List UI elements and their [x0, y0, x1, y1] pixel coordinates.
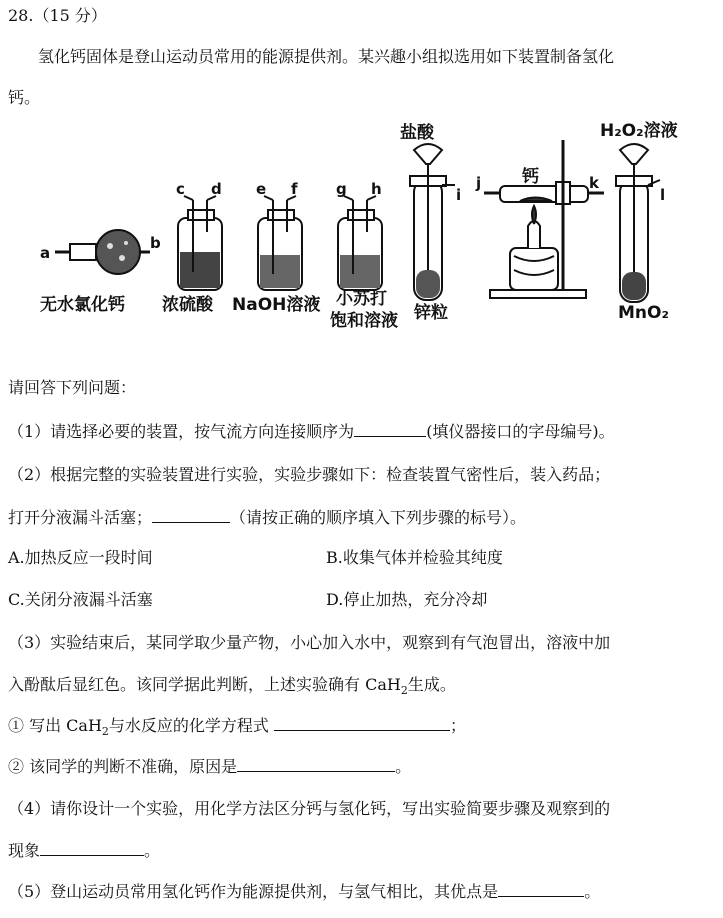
q2-line2	[8, 508, 526, 528]
q3-sub2-text: ② 该同学的判断不准确，原因是	[8, 757, 238, 776]
port-k: k	[589, 174, 599, 192]
port-b: b	[150, 234, 161, 252]
label-calcium: 钙	[522, 167, 539, 187]
q5-text: （5）登山运动员常用氢化钙作为能源提供剂，与氢气相比，其优点是	[8, 882, 499, 901]
q1-answer-blank[interactable]	[354, 422, 426, 437]
q1-text: （1）请选择必要的装置，按气流方向连接顺序为	[8, 422, 355, 441]
q3-sub1-text: ① 写出 CaH	[8, 716, 102, 735]
q3-sub2	[8, 757, 411, 777]
q5-answer-blank[interactable]	[498, 882, 584, 897]
q3-reason-blank[interactable]	[237, 757, 395, 772]
label-drying-tube: 无水氯化钙	[40, 295, 125, 315]
intro-line-2: 钙。	[8, 88, 41, 107]
q3-equation-blank[interactable]	[274, 716, 450, 731]
port-l: l	[660, 186, 666, 204]
q2-option-b: B.收集气体并检验其纯度	[326, 548, 503, 567]
q5-end: 。	[584, 882, 601, 901]
label-bottle3-line1: 小苏打	[336, 289, 387, 309]
q2-text: 打开分液漏斗活塞；	[8, 508, 153, 527]
drying-tube	[55, 230, 150, 274]
port-i: i	[456, 186, 462, 204]
q3-line2	[8, 675, 456, 698]
q4-end: 。	[144, 841, 161, 860]
question-points: （15 分）	[33, 6, 107, 25]
q3-subscript: 2	[400, 684, 408, 698]
port-c: c	[176, 180, 185, 198]
apparatus-figure	[0, 0, 723, 340]
q2-option-d: D.停止加热，充分冷却	[326, 590, 488, 609]
wash-bottle-2	[258, 196, 302, 290]
q3-sub2-end: 。	[395, 757, 412, 776]
q3-line1: （3）实验结束后，某同学取少量产物，小心加入水中，观察到有气泡冒出，溶液中加	[8, 633, 611, 652]
label-hcl: 盐酸	[400, 123, 434, 143]
q3-sub1-end: ；	[450, 716, 467, 735]
q2-answer-blank[interactable]	[152, 508, 230, 523]
q1	[8, 422, 615, 442]
q4-answer-blank[interactable]	[40, 841, 144, 856]
q2-option-a: A.加热反应一段时间	[8, 548, 153, 567]
label-mno2: MnO₂	[618, 303, 669, 323]
label-bottle3-line2: 饱和溶液	[330, 311, 398, 331]
label-bottle2: NaOH溶液	[232, 295, 321, 315]
port-g: g	[336, 180, 347, 198]
zinc-generator-tube	[410, 144, 455, 300]
wash-bottle-3	[338, 196, 382, 290]
label-zinc: 锌粒	[414, 303, 448, 323]
label-bottle1: 浓硫酸	[162, 295, 213, 315]
wash-bottle-1	[178, 196, 222, 290]
q3-text-after: 生成。	[407, 675, 456, 694]
q3-sub1-subscript: 2	[101, 725, 109, 739]
port-h: h	[371, 180, 382, 198]
port-j: j	[476, 174, 482, 192]
port-e: e	[256, 180, 267, 198]
label-h2o2: H₂O₂溶液	[600, 121, 678, 141]
q2-option-c: C.关闭分液漏斗活塞	[8, 590, 153, 609]
q1-text-after: (填仪器接口的字母编号)。	[426, 422, 615, 441]
port-f: f	[291, 180, 298, 198]
port-d: d	[211, 180, 222, 198]
q5	[8, 882, 600, 902]
q4-line1: （4）请你设计一个实验，用化学方法区分钙与氢化钙，写出实验简要步骤及观察到的	[8, 799, 611, 818]
q2-text-after: （请按正确的顺序填入下列步骤的标号）。	[230, 508, 527, 527]
q3-text: 入酚酞后显红色。该同学据此判断，上述实验确有 CaH	[8, 675, 401, 694]
oxygen-generator-tube	[616, 144, 660, 302]
port-a: a	[40, 244, 51, 262]
reaction-tube	[484, 140, 604, 298]
q4-text: 现象	[8, 841, 41, 860]
q4-line2	[8, 841, 160, 861]
q3-sub1-text-after: 与水反应的化学方程式	[108, 716, 269, 735]
q2-line1: （2）根据完整的实验装置进行实验，实验步骤如下：检查装置气密性后，装入药品；	[8, 465, 611, 484]
question-number: 28.	[8, 6, 34, 25]
prompt: 请回答下列问题：	[8, 378, 137, 397]
q3-sub1	[8, 716, 467, 739]
intro-line-1: 氢化钙固体是登山运动员常用的能源提供剂。某兴趣小组拟选用如下装置制备氢化	[38, 47, 615, 66]
